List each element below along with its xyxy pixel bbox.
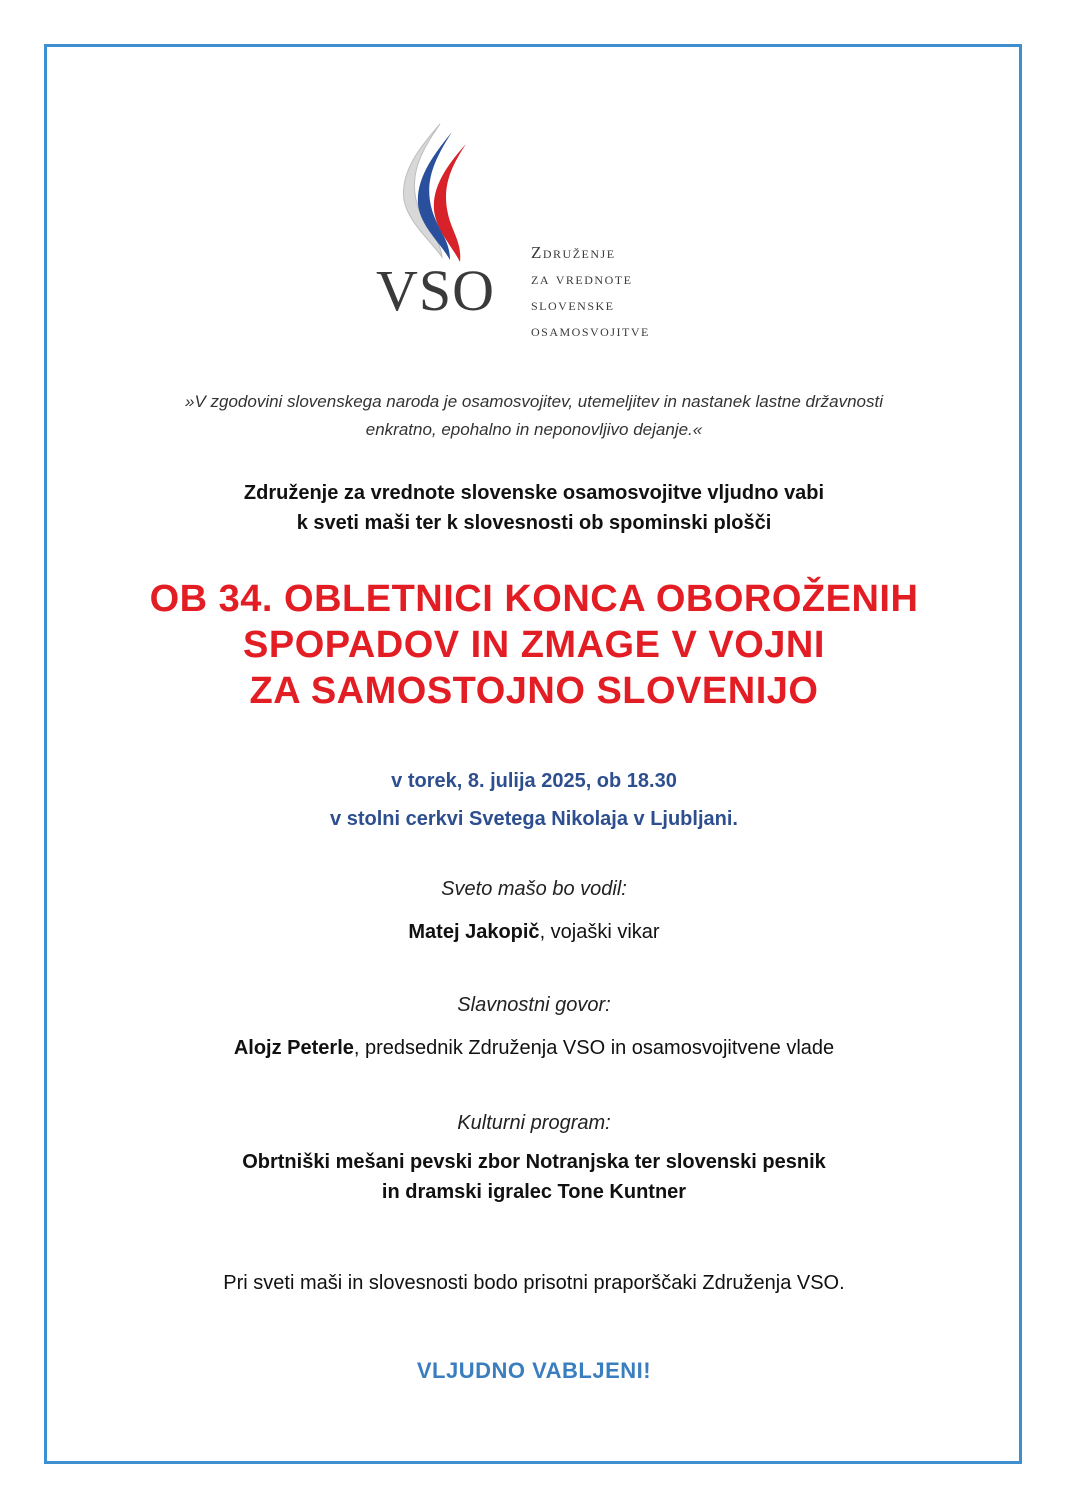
- org-name-line: slovenske: [531, 295, 615, 314]
- attendance-note-text: Pri sveti maši in slovesnosti bodo prisotni praporščaki Združenja VSO.: [223, 1272, 845, 1294]
- logo-letters: VSO: [376, 258, 496, 323]
- headline-line-3: ZA SAMOSTOJNO SLOVENIJO: [249, 670, 819, 712]
- mass-label: Sveto mašo bo vodil:: [441, 878, 627, 900]
- culture-line-1: Obrtniški mešani pevski zbor Notranjska ter slovenski pesnik: [242, 1151, 826, 1173]
- quote: [120, 388, 948, 444]
- quote-line-1: »V zgodovini slovenskega naroda je osamosvojitev, utemeljitev in nastanek lastne državnosti: [184, 392, 884, 411]
- invitation-text: [100, 478, 968, 538]
- speech-speaker-role: , predsednik Združenja VSO in osamosvojitvene vlade: [353, 1037, 835, 1059]
- speech-label: Slavnostni govor:: [457, 994, 611, 1016]
- headline-line-2: SPOPADOV IN ZMAGE V VOJNI: [243, 624, 825, 666]
- culture-line-2: in dramski igralec Tone Kuntner: [381, 1181, 687, 1203]
- org-name-line: osamosvojitve: [531, 321, 650, 340]
- event-date-time: v torek, 8. julija 2025, ob 18.30: [391, 770, 677, 792]
- event-location: v stolni cerkvi Svetega Nikolaja v Ljubljani.: [330, 808, 738, 830]
- org-name-line: Združenje: [531, 243, 616, 262]
- quote-line-2: enkratno, epohalno in neponovljivo dejanje.«: [365, 420, 703, 439]
- speech-speaker: [100, 1033, 968, 1063]
- event-details: [100, 762, 968, 838]
- headline-line-1: OB 34. OBLETNICI KONCA OBOROŽENIH: [149, 578, 919, 620]
- flame-logo-icon: [390, 122, 480, 262]
- closing-greeting: VLJUDNO VABLJENI!: [416, 1358, 652, 1383]
- event-headline: [80, 576, 988, 714]
- culture-label: Kulturni program:: [457, 1112, 611, 1134]
- attendance-note: [100, 1268, 968, 1298]
- speech-section: [100, 994, 968, 1063]
- culture-section: [100, 1112, 968, 1207]
- invitation-line-2: k sveti maši ter k slovesnosti ob spominski plošči: [296, 512, 772, 534]
- mass-celebrant-role: , vojaški vikar: [539, 921, 660, 943]
- mass-celebrant: [100, 917, 968, 947]
- invitation-line-1: Združenje za vrednote slovenske osamosvojitve vljudno vabi: [243, 482, 825, 504]
- org-name: [531, 240, 650, 344]
- vso-logo: [376, 122, 716, 352]
- culture-performers: [100, 1147, 968, 1207]
- org-name-line: za vrednote: [531, 269, 633, 288]
- speech-speaker-name: Alojz Peterle: [233, 1037, 354, 1059]
- mass-section: [100, 878, 968, 947]
- mass-celebrant-name: Matej Jakopič: [408, 921, 540, 943]
